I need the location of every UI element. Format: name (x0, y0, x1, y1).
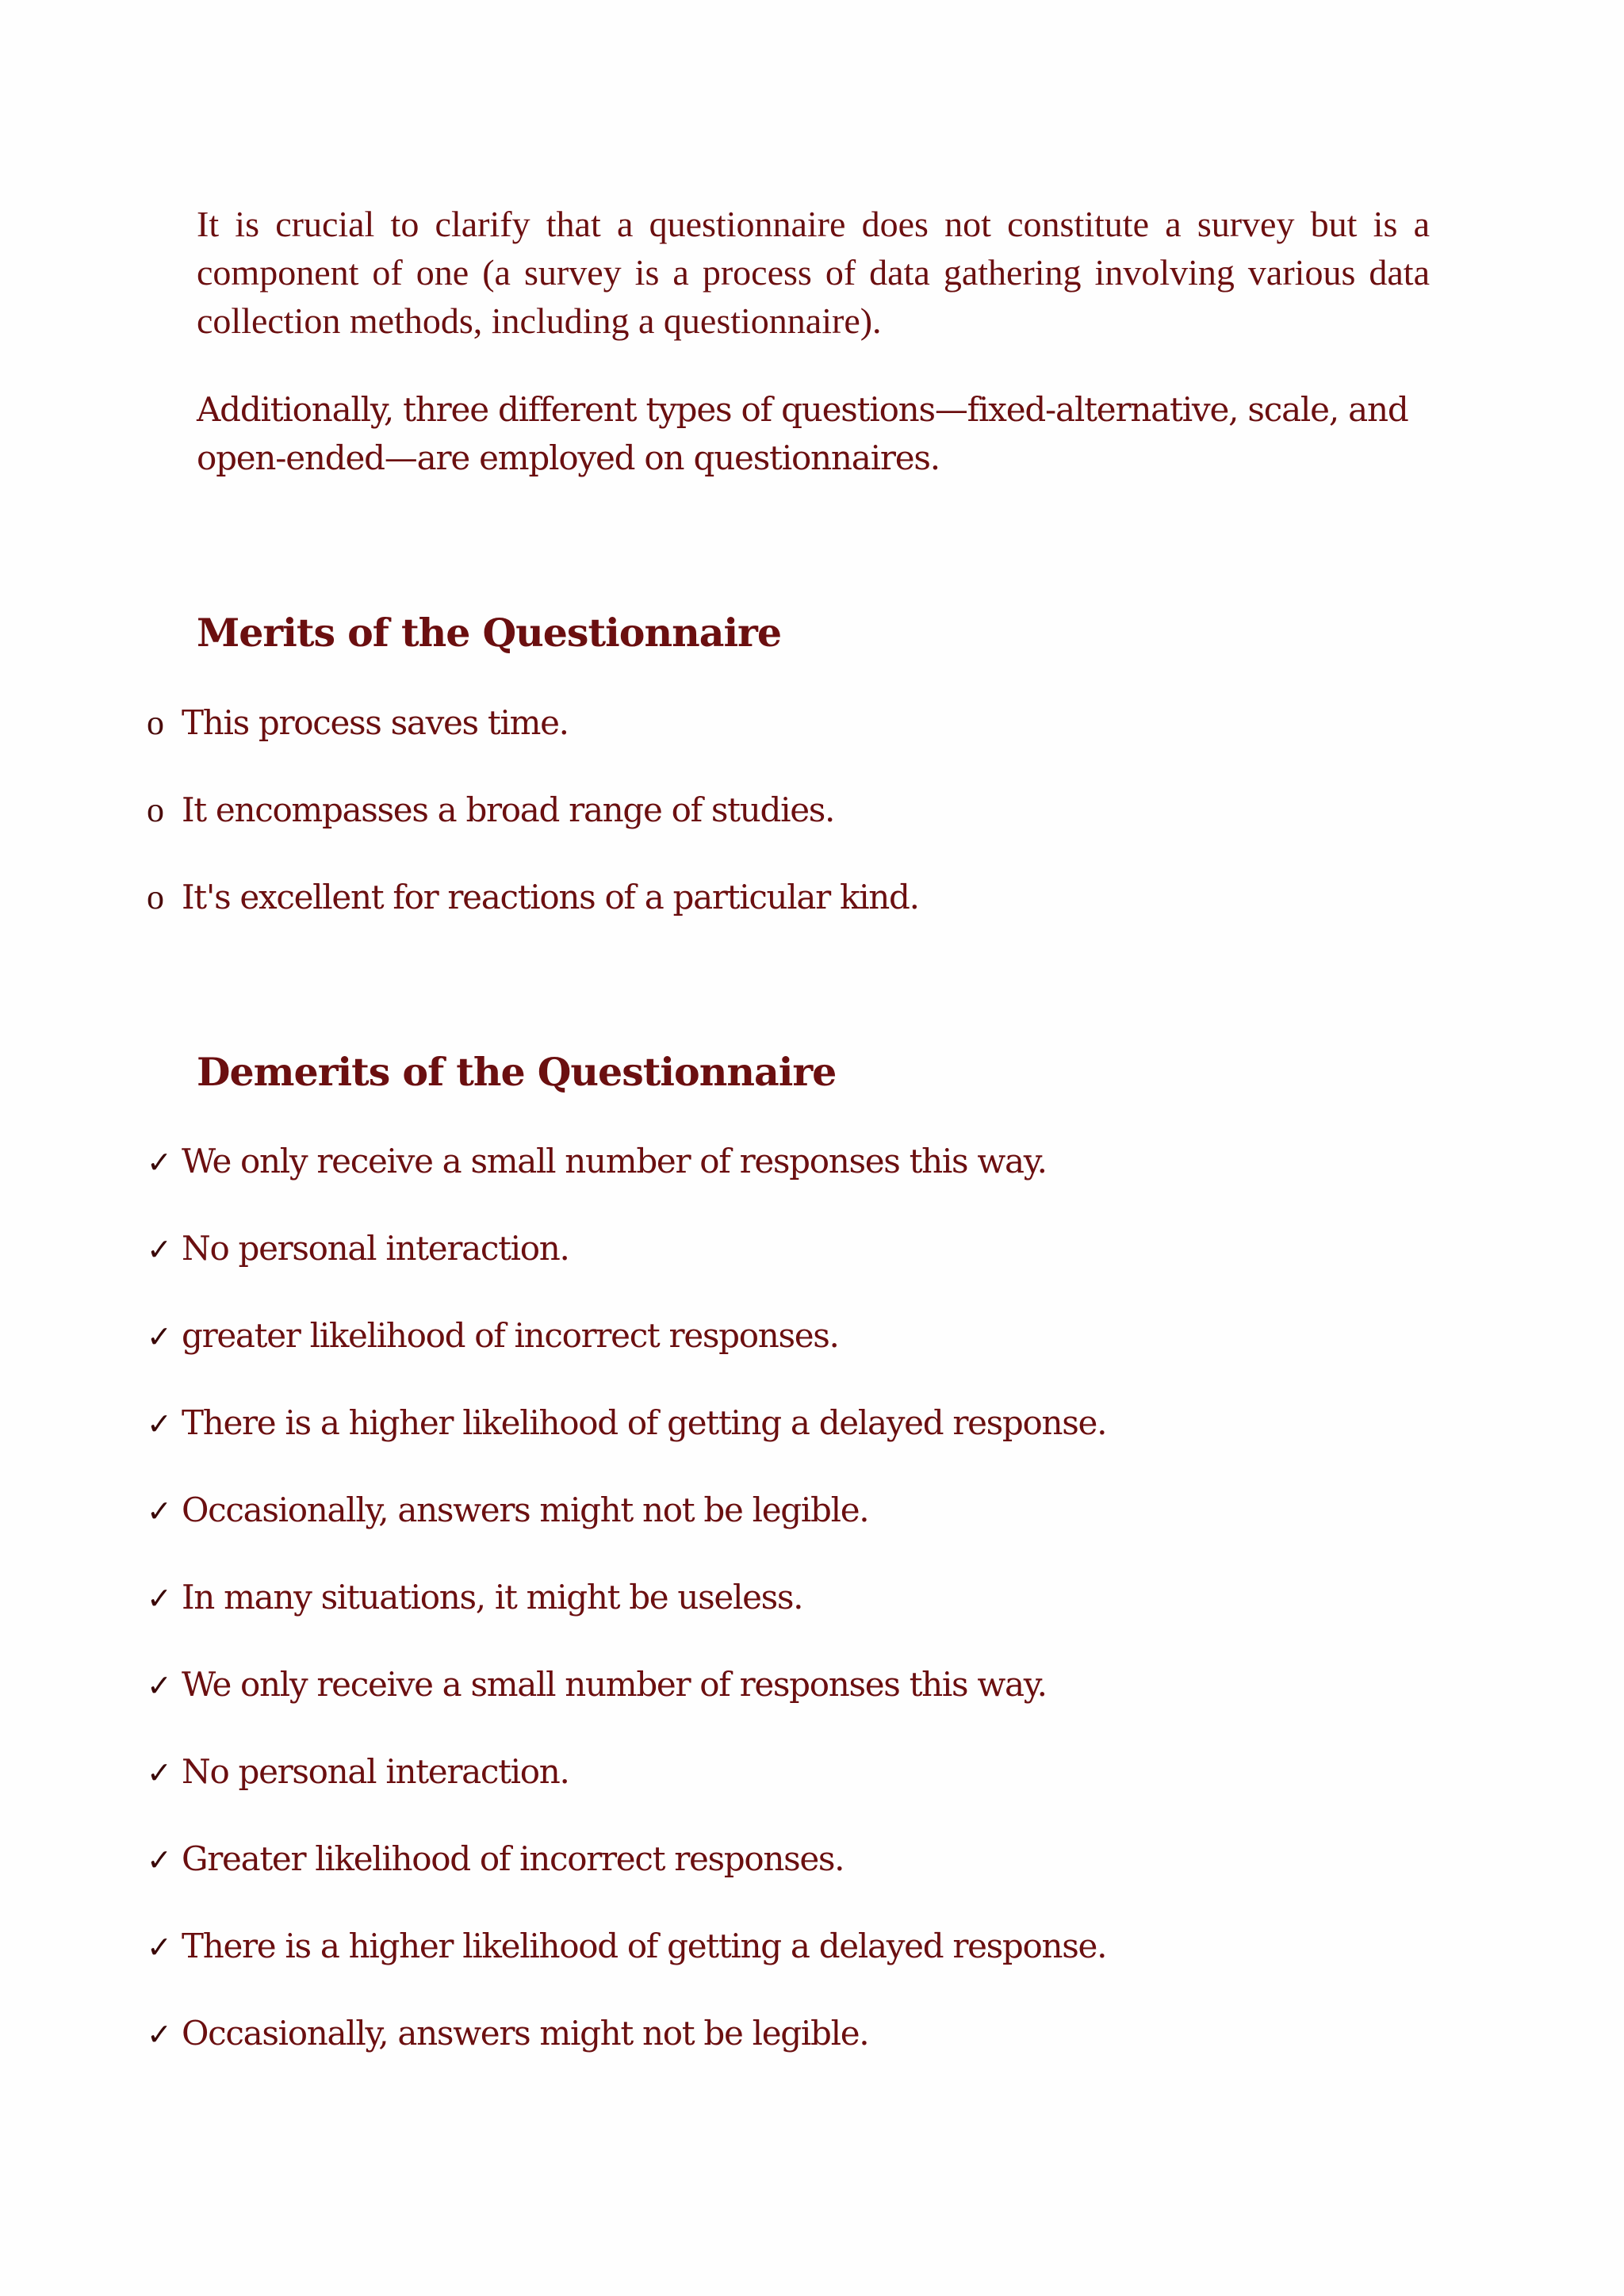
list-item-text: Greater likelihood of incorrect responses. (182, 1839, 845, 1878)
list-item-text: We only receive a small number of responses this way. (182, 1665, 1047, 1704)
list-item (147, 1225, 569, 1273)
checkmark-icon: ✓ (147, 2017, 171, 2052)
circle-bullet-icon: o (147, 790, 163, 829)
list-item (147, 1574, 802, 1622)
list-item (147, 1312, 839, 1360)
list-item (147, 699, 569, 747)
circle-bullet-icon: o (147, 878, 163, 916)
checkmark-icon: ✓ (147, 1755, 171, 1790)
list-item-text: This process saves time. (182, 703, 569, 742)
checkmark-icon: ✓ (147, 1843, 171, 1877)
list-item (147, 1399, 1106, 1448)
question-types-paragraph: Additionally, three different types of questions—fixed-alternative, scale, and open-ended—are employed on questionnaires. (197, 390, 1408, 477)
list-item (147, 1923, 1106, 1971)
demerits-heading: Demerits of the Questionnaire (197, 1049, 837, 1095)
list-item (147, 2010, 868, 2058)
checkmark-icon: ✓ (147, 1930, 171, 1965)
list-item-text: No personal interaction. (182, 1752, 569, 1791)
checkmark-icon: ✓ (147, 1406, 171, 1441)
list-item-text: In many situations, it might be useless. (182, 1578, 803, 1617)
checkmark-icon: ✓ (147, 1145, 171, 1180)
list-item-text: Occasionally, answers might not be legible. (182, 1490, 869, 1529)
list-item-text: greater likelihood of incorrect responses. (182, 1316, 839, 1355)
list-item (147, 1748, 569, 1797)
checkmark-icon: ✓ (147, 1668, 171, 1703)
checkmark-icon: ✓ (147, 1581, 171, 1616)
intro-paragraph: It is crucial to clarify that a questionnaire does not constitute a survey but is a component of one (a survey is a process of data gathering involving various data collection methods, including a questionnaire). (197, 204, 1430, 341)
list-item-text: No personal interaction. (182, 1229, 569, 1268)
circle-bullet-icon: o (147, 703, 163, 742)
list-item (147, 1138, 1047, 1186)
checkmark-icon: ✓ (147, 1494, 171, 1529)
list-item-text: There is a higher likelihood of getting a delayed response. (182, 1403, 1107, 1442)
list-item-text: There is a higher likelihood of getting a delayed response. (182, 1927, 1107, 1965)
merits-heading: Merits of the Questionnaire (197, 610, 782, 656)
list-item-text: It's excellent for reactions of a particular kind. (182, 878, 919, 916)
list-item-text: We only receive a small number of responses this way. (182, 1142, 1047, 1181)
list-item-text: It encompasses a broad range of studies. (182, 790, 835, 829)
list-item (147, 1835, 844, 1884)
list-item (147, 1661, 1047, 1709)
list-item (147, 874, 919, 921)
list-item (147, 1487, 868, 1535)
list-item (147, 786, 834, 834)
checkmark-icon: ✓ (147, 1232, 171, 1267)
checkmark-icon: ✓ (147, 1319, 171, 1354)
list-item-text: Occasionally, answers might not be legible. (182, 2014, 869, 2053)
